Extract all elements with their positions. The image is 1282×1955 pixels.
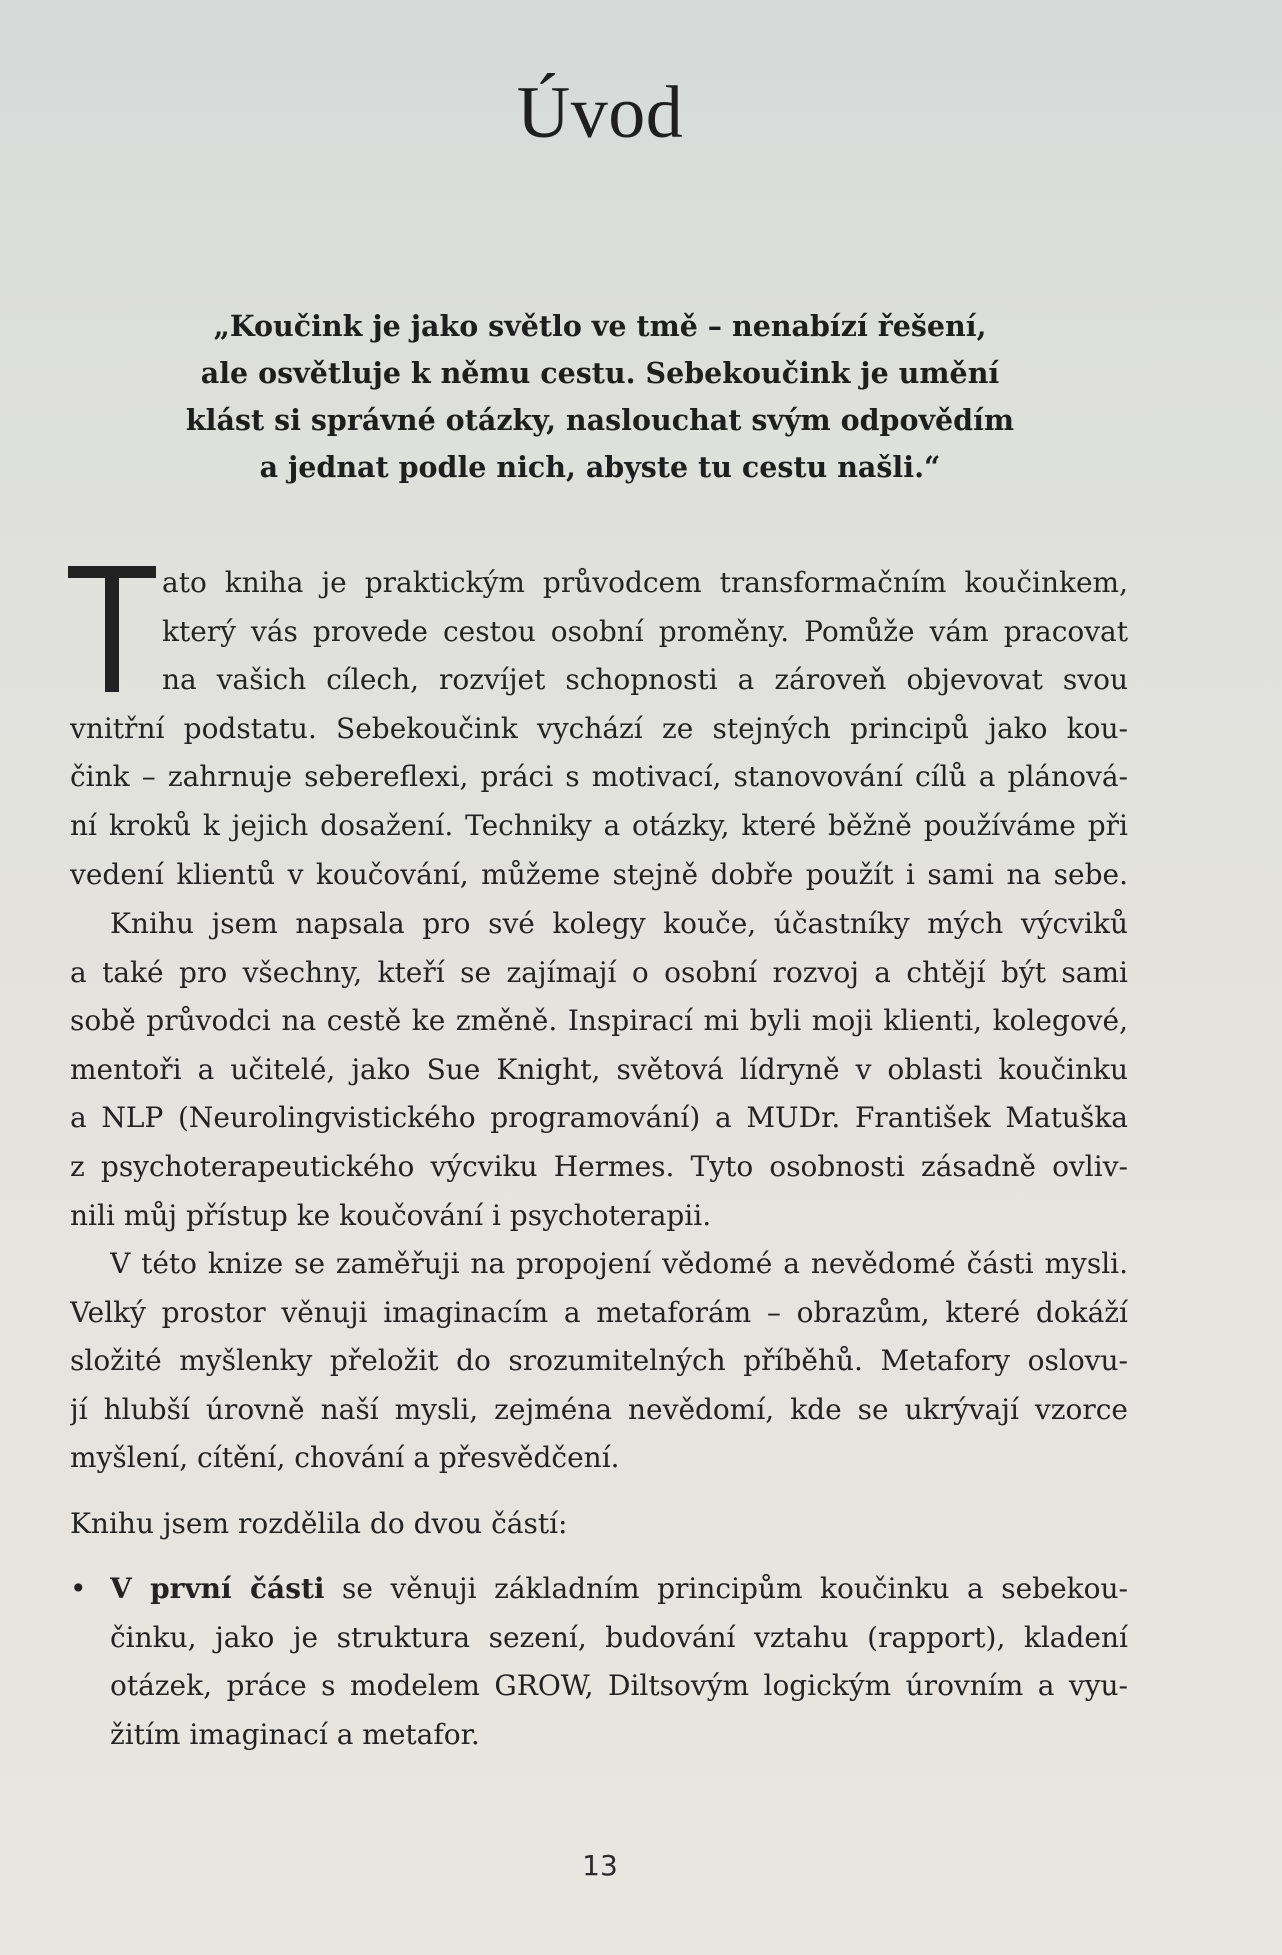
- epigraph-line: „Koučink je jako světlo ve tmě – nenabízí řešení,: [213, 309, 987, 343]
- text-line: žitím imaginací a metafor.: [110, 1717, 480, 1751]
- text-line: myšlení, cítění, chování a přesvědčení.: [70, 1441, 620, 1475]
- text-line: [110, 1565, 1128, 1614]
- text-line: vnitřní podstatu. Sebekoučink vychází ze stejných principů jako kou-: [70, 711, 1128, 745]
- epigraph: [120, 303, 1080, 491]
- text-line: otázek, práce s modelem GROW, Diltsovým logickým úrovním a vyu-: [110, 1669, 1128, 1703]
- text-line: čink – zahrnuje sebereflexi, práci s motivací, stanovování cílů a plánová-: [70, 760, 1128, 794]
- text-line-rest: se věnuji základním principům koučinku a sebekou-: [324, 1572, 1128, 1605]
- bullet-icon: •: [70, 1572, 87, 1605]
- paragraph-structure: [70, 1500, 1128, 1549]
- list-item: [110, 1565, 1128, 1759]
- text-line: V této knize se zaměřuji na propojení vědomé a nevědomé části mysli.: [110, 1247, 1128, 1280]
- bullet-list: [70, 1565, 1128, 1759]
- text-line: z psychoterapeutického výcviku Hermes. Tyto osobnosti zásadně ovliv-: [70, 1149, 1128, 1183]
- bold-lead: V první části: [110, 1572, 325, 1605]
- paragraph-focus: [70, 1240, 1128, 1483]
- page-number: 13: [582, 1849, 618, 1882]
- text-line: činku, jako je struktura sezení, budování vztahu (rapport), kladení: [110, 1620, 1128, 1654]
- text-line: sobě průvodci na cestě ke změně. Inspirací mi byli moji klienti, kolegové,: [70, 1004, 1128, 1038]
- text-line: složité myšlenky přeložit do srozumitelných příběhů. Metafory oslovu-: [70, 1344, 1128, 1378]
- epigraph-line: ale osvětluje k němu cestu. Sebekoučink je umění: [200, 356, 1000, 390]
- text-line: a také pro všechny, kteří se zajímají o osobní rozvoj a chtějí být sami: [70, 955, 1128, 989]
- paragraph-audience: [70, 900, 1128, 1240]
- text-line: ato kniha je praktickým průvodcem transformačním koučinkem,: [162, 566, 1128, 599]
- text-line: Velký prostor věnuji imaginacím a metaforám – obrazům, které dokáží: [70, 1295, 1128, 1329]
- text-line: vedení klientů v koučování, můžeme stejně dobře použít i sami na sebe.: [70, 857, 1128, 891]
- text-line: Knihu jsem napsala pro své kolegy kouče, účastníky mých výcviků: [110, 907, 1128, 940]
- text-line: na vašich cílech, rozvíjet schopnosti a zároveň objevovat svou: [162, 663, 1128, 697]
- text-line: mentoři a učitelé, jako Sue Knight, světová lídryně v oblasti koučinku: [70, 1052, 1128, 1086]
- epigraph-line: klást si správné otázky, naslouchat svým odpovědím: [185, 403, 1015, 437]
- text-line: nili můj přístup ke koučování i psychoterapii.: [70, 1198, 712, 1232]
- paragraph-intro: [70, 559, 1128, 899]
- text-line: ní kroků k jejich dosažení. Techniky a otázky, které běžně používáme při: [70, 808, 1128, 842]
- chapter-title: Úvod: [516, 72, 684, 154]
- text-line: Knihu jsem rozdělila do dvou částí:: [70, 1507, 568, 1540]
- text-line: jí hlubší úrovně naší mysli, zejména nevědomí, kde se ukrývají vzorce: [70, 1392, 1128, 1426]
- text-line: který vás provede cestou osobní proměny. Pomůže vám pracovat: [162, 614, 1128, 648]
- text-line: a NLP (Neurolingvistického programování) a MUDr. František Matuška: [70, 1101, 1128, 1135]
- epigraph-line: a jednat podle nich, abyste tu cestu našli.“: [259, 450, 941, 484]
